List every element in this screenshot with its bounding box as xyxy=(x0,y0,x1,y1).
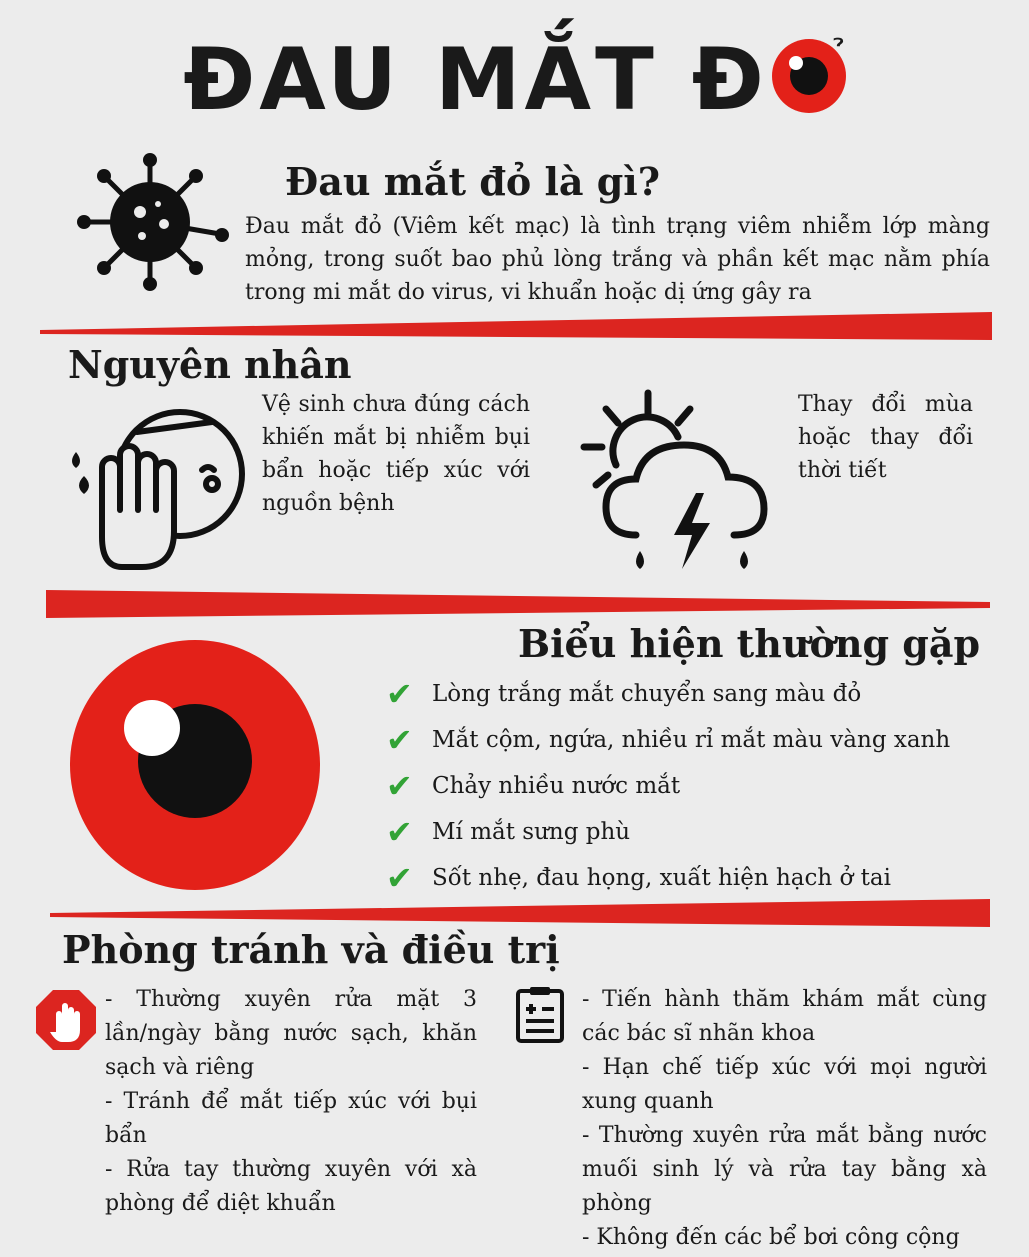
list-item: ✔ Mắt cộm, ngứa, nhiều rỉ mắt màu vàng xanh xyxy=(386,717,950,763)
sun-storm-cloud-icon xyxy=(578,385,788,585)
divider-band xyxy=(50,897,990,931)
list-item: ✔ Sốt nhẹ, đau họng, xuất hiện hạch ở tai xyxy=(386,855,950,901)
what-heading: Đau mắt đỏ là gì? xyxy=(285,159,661,204)
list-item: ✔ Chảy nhiều nước mắt xyxy=(386,763,950,809)
divider-band xyxy=(46,586,990,620)
virus-icon xyxy=(70,152,230,292)
medical-clipboard-icon xyxy=(514,985,566,1043)
page-title-text: ĐAU MẮT Đ xyxy=(183,30,768,130)
list-item: - Hạn chế tiếp xúc với mọi người xung quanh xyxy=(582,1055,987,1114)
prevention-right xyxy=(582,983,987,1255)
list-item: - Tiến hành thăm khám mắt cùng các bác sĩ nhãn khoa xyxy=(582,987,987,1046)
what-text: Đau mắt đỏ (Viêm kết mạc) là tình trạng viêm nhiễm lớp màng mỏng, trong suốt bao phủ lòng trắng và phần kết mạc nằm phía trong mi mắt do virus, vi khuẩn hoặc dị ứng gây ra xyxy=(245,214,990,305)
red-eye-letter-icon: ̉ xyxy=(772,39,846,113)
red-eye-icon xyxy=(70,640,320,890)
list-item: - Thường xuyên rửa mắt bằng nước muối sinh lý và rửa tay bằng xà phòng xyxy=(582,1123,987,1216)
page-title xyxy=(0,30,1029,130)
list-item: ✔ Lòng trắng mắt chuyển sang màu đỏ xyxy=(386,671,950,717)
check-icon: ✔ xyxy=(386,813,413,851)
divider-band xyxy=(40,310,992,342)
list-item: - Không đến các bể bơi công cộng xyxy=(582,1225,960,1250)
list-item: - Rửa tay thường xuyên với xà phòng để diệt khuẩn xyxy=(105,1157,477,1216)
symptoms-heading: Biểu hiện thường gặp xyxy=(518,621,981,666)
list-item: ✔ Mí mắt sưng phù xyxy=(386,809,950,855)
list-item: - Thường xuyên rửa mặt 3 lần/ngày bằng nước sạch, khăn sạch và riêng xyxy=(105,987,477,1080)
cause2-text: Thay đổi mùa hoặc thay đổi thời tiết xyxy=(798,392,973,483)
symptom-list xyxy=(386,671,950,901)
prevention-heading: Phòng tránh và điều trị xyxy=(62,927,560,972)
cause1-text: Vệ sinh chưa đúng cách khiến mắt bị nhiễm bụi bẩn hoặc tiếp xúc với nguồn bệnh xyxy=(262,392,530,516)
stop-hand-icon xyxy=(34,988,98,1052)
check-icon: ✔ xyxy=(386,767,413,805)
prevention-left xyxy=(105,983,477,1221)
eye-rubbing-face-icon xyxy=(62,392,252,582)
check-icon: ✔ xyxy=(386,721,413,759)
check-icon: ✔ xyxy=(386,675,413,713)
list-item: - Tránh để mắt tiếp xúc với bụi bẩn xyxy=(105,1089,477,1148)
causes-heading: Nguyên nhân xyxy=(68,342,352,387)
check-icon: ✔ xyxy=(386,859,413,897)
